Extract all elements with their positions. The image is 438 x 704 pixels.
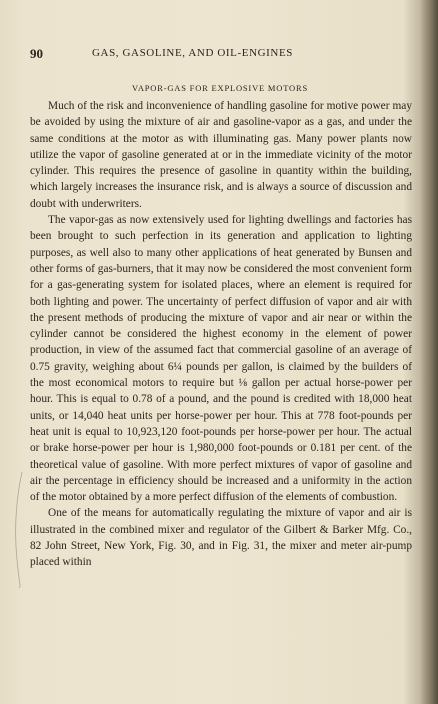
margin-pencil-mark (10, 470, 26, 590)
paragraph: Much of the risk and inconvenience of handling gasoline for motive power may be avoided by using the mixture of air and gasoline-vapor as a gas, and under the same conditions at the motor as with illuminating gas. Many power plants now utilize the vapor of gasoline generated at or in the immediate vicinity of the motor cylinder. This requires the presence of gasoline in quantity within the building, which largely increases the insurance risk, and is always a source of discussion and doubt with underwriters. (30, 100, 412, 210)
paragraph: The vapor-gas as now extensively used for lighting dwellings and factories has been brought to such perfection in its generation and application to lighting purposes, as well also to many other applications of heat generated by Bunsen and other forms of gas-burners, that it may now be considered the most convenient form for a gas-generating system for isolated places, where an element is required for both lighting and power. The uncertainty of perfect diffusion of vapor and air with the present methods of producing the mixture of vapor and air near or within the cylinder cannot be considered the highest economy in the element of power production, in view of the assumed fact that commercial gasoline of an average of 0.75 gravity, weighing about 6¼ pounds per gallon, is claimed by the builders of the most economical motors to require but ⅛ gallon per actual horse-power per hour. This is equal to 0.78 of a pound, and the pound is credited with 18,000 heat units, or 14,040 heat units per horse-power per hour. This at 778 foot-pounds per heat unit is equal to 10,923,120 foot-pounds per horse-power per hour. The actual or brake horse-power per hour is 1,980,000 foot-pounds or 0.181 per cent. of the theoretical value of gasoline. With more perfect mixtures of vapor of gasoline and air the percentage in efficiency should be increased and a uniformity in the action of the motor obtained by a more perfect diffusion of the elements of combustion. (30, 214, 412, 504)
paragraph: One of the means for automatically regulating the mixture of vapor and air is illustrated in the combined mixer and regulator of the Gilbert & Barker Mfg. Co., 82 John Street, New York, Fig. 30, and in Fig. 31, the mixer and meter air-pump placed within (30, 507, 412, 569)
page-gutter-shadow (420, 0, 438, 704)
body-text (30, 98, 412, 571)
running-head: GAS, GASOLINE, AND OIL-ENGINES (92, 47, 294, 59)
section-title: VAPOR-GAS FOR EXPLOSIVE MOTORS (131, 83, 308, 93)
page-number: 90 (30, 46, 43, 61)
page-header (30, 46, 410, 64)
